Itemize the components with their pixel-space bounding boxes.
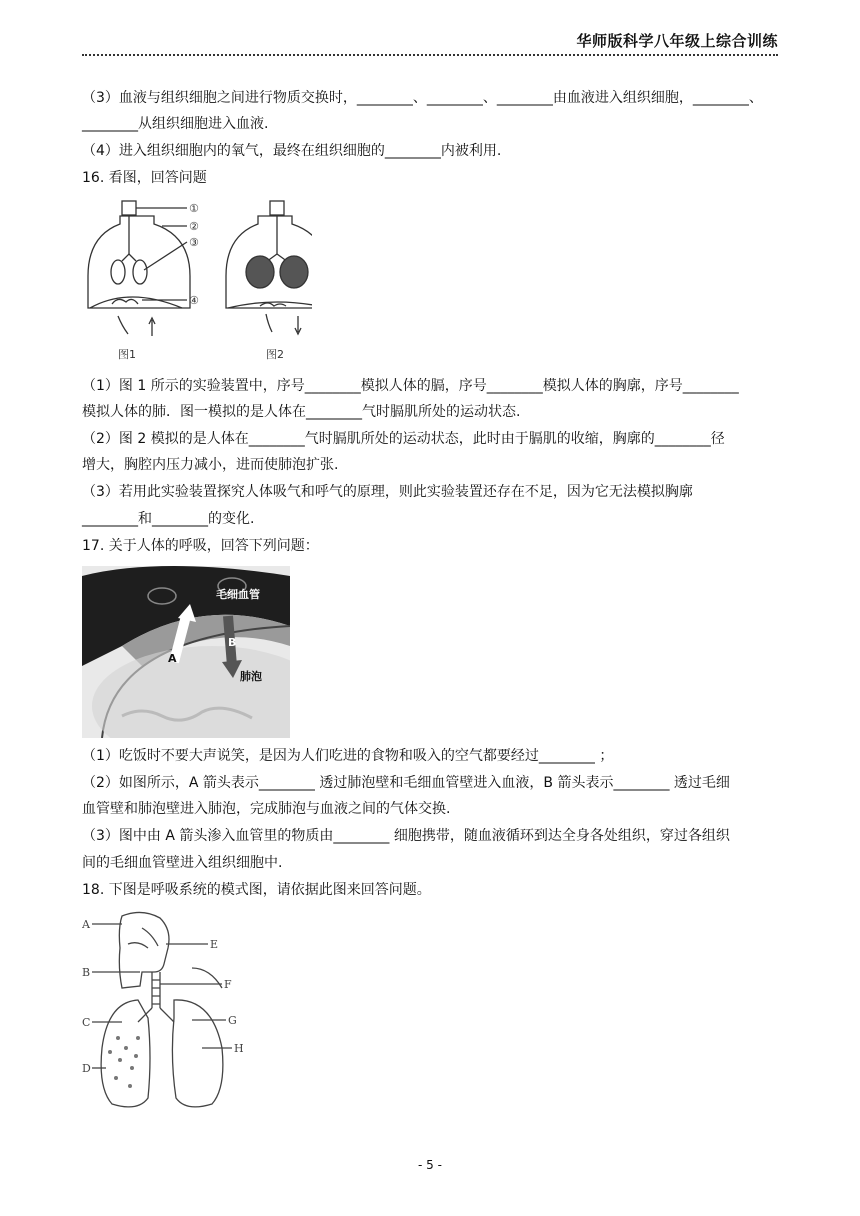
label-2: ②	[189, 220, 199, 233]
page-header: 华师版科学八年级上综合训练	[576, 32, 778, 50]
bell-jar-figure	[82, 196, 312, 366]
q16-1-line2: 模拟人体的肺．图一模拟的是人体在________气时膈肌所处的运动状态.	[82, 404, 521, 420]
label-d: D	[82, 1062, 91, 1075]
label-b: B	[82, 966, 91, 979]
bell-jar-2	[226, 201, 312, 334]
label-1: ①	[189, 202, 199, 215]
label-h: H	[234, 1042, 244, 1055]
label-3: ③	[189, 236, 199, 249]
fig2-caption: 图2	[266, 348, 284, 361]
alveolus-figure	[82, 566, 290, 738]
q15-3-line1: （3）血液与组织细胞之间进行物质交换时，________、________、________由血液进入组织细胞，________、	[82, 90, 763, 106]
q16-1-line1: （1）图 1 所示的实验装置中，序号________模拟人体的膈，序号________模拟人体的胸廓，序号________	[82, 378, 739, 394]
label-e: E	[210, 938, 219, 951]
q17-3-line2: 间的毛细血管壁进入组织细胞中.	[82, 855, 283, 871]
q17-3-line1: （3）图中由 A 箭头渗入血管里的物质由________ 细胞携带，随血液循环到达全身各处组织，穿过各组织	[82, 828, 730, 844]
alveolus-label: 肺泡	[240, 670, 262, 683]
label-f: F	[224, 978, 232, 991]
q17-title: 17. 关于人体的呼吸，回答下列问题：	[82, 538, 319, 554]
arrow-a-label: A	[168, 652, 177, 665]
q15-3-line2: ________从组织细胞进入血液.	[82, 116, 269, 132]
label-a: A	[82, 918, 90, 931]
respiratory-system-figure	[82, 908, 252, 1118]
header-divider	[82, 54, 778, 56]
label-4: ④	[189, 294, 199, 307]
fig1-caption: 图1	[118, 348, 136, 361]
q18-title: 18. 下图是呼吸系统的模式图，请依据此图来回答问题。	[82, 882, 431, 898]
q17-1-line: （1）吃饭时不要大声说笑，是因为人们吃进的食物和吸入的空气都要经过________ ；	[82, 748, 614, 764]
q16-2-line1: （2）图 2 模拟的是人体在________气时膈肌所处的运动状态，此时由于膈肌的收缩，胸廓的________径	[82, 431, 725, 447]
q16-2-line2: 增大，胸腔内压力减小，进而使肺泡扩张.	[82, 457, 339, 473]
q15-4-line: （4）进入组织细胞内的氧气，最终在组织细胞的________内被利用.	[82, 143, 502, 159]
label-c: C	[82, 1016, 91, 1029]
label-g: G	[228, 1014, 237, 1027]
page-number: - 5 -	[418, 1158, 442, 1172]
arrow-b-label: B	[228, 636, 237, 649]
q16-3-line2: ________和________的变化.	[82, 511, 255, 527]
bell-jar-1	[88, 201, 190, 336]
q17-2-line1: （2）如图所示，A 箭头表示________ 透过肺泡壁和毛细血管壁进入血液，B 箭头表示________ 透过毛细	[82, 775, 730, 791]
capillary-label: 毛细血管	[216, 588, 260, 601]
q16-3-line1: （3）若用此实验装置探究人体吸气和呼气的原理，则此实验装置还存在不足，因为它无法模拟胸廓	[82, 484, 693, 500]
q17-2-line2: 血管壁和肺泡壁进入肺泡，完成肺泡与血液之间的气体交换.	[82, 801, 451, 817]
q16-title: 16. 看图，回答问题	[82, 170, 207, 186]
